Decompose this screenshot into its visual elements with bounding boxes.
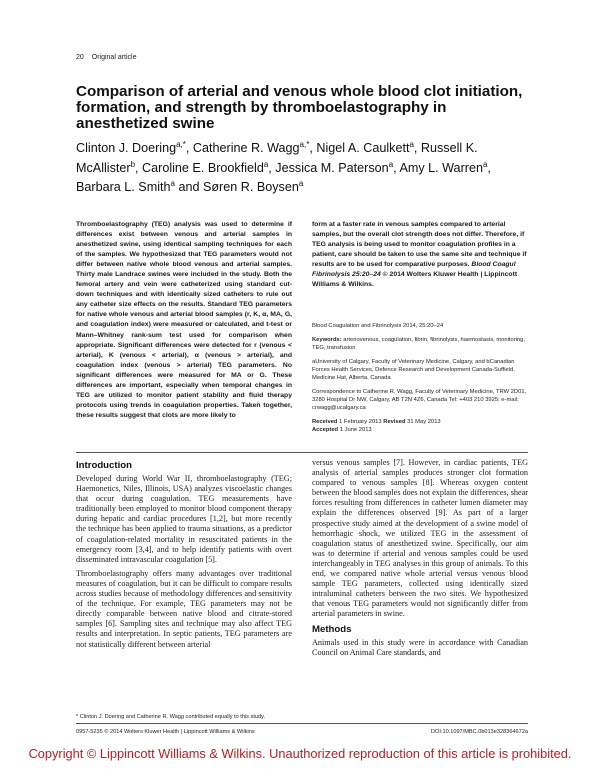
body-left-column — [76, 458, 292, 654]
author-name: Catherine R. Wagg — [192, 141, 300, 156]
author-separator: , — [393, 160, 400, 175]
footer-divider — [76, 723, 528, 724]
author-name: Barbara L. Smith — [76, 180, 171, 195]
body-right-column — [312, 458, 528, 662]
abstract-citation: Blood Coagul Fibrinolysis 25:20–24 — [312, 261, 516, 279]
running-header — [76, 54, 137, 61]
keywords-label: Keywords: — [312, 337, 342, 343]
accepted-label: Accepted — [312, 427, 339, 433]
author-separator: , — [185, 141, 193, 156]
intro-paragraph-3: versus venous samples [7]. However, in cardiac patients, TEG analysis of arterial samples produces stronger clot formation compared to venous samples [8]. Whereas oxygen content between the blood samples does not explain the differences, shear forces resulting from differences in catheter lumen diameter may explain the differences observed [9]. As part of a larger prospective study aimed at the development of a swine model of hemorrhagic shock, we utilized TEG in the assessment of coagulation status of anesthetized swine. Specifically, our aim was to determine if arterial and venous samples could be used interchangeably in TEG analyses in this group of animals. To this end, we compared native whole arterial versus venous blood sample TEG parameters, collected using identically sized intraluminal catheters between the two sites. We hypothesized that venous TEG parameters would not significantly differ from arterial parameters in swine. — [312, 458, 528, 619]
dates — [312, 418, 528, 434]
author-separator: , — [135, 160, 143, 175]
author-separator: , — [268, 160, 276, 175]
author-affiliation-mark: a — [482, 159, 488, 169]
intro-paragraph-1: Developed during World War II, thromboelastography (TEG; Haemonetics, Niles, Illinois, USA) analyzes viscoelastic changes that occur during coagulation. TEG measurements have traditionally been employed to monitor blood component therapy during hepatic and cardiac procedures [1,2], but more recently the technique has been applied to trauma situations, as a predictor of coagulation-related mortality in resuscitated patients in the emergency room [3,4], and to help identify patients with overt disseminated intravascular coagulation [5]. — [76, 474, 292, 564]
page-number: 20 — [76, 54, 84, 61]
author-separator: , — [309, 141, 317, 156]
author-affiliation-mark: a — [409, 140, 414, 149]
author-separator: , — [413, 141, 421, 156]
journal-citation: Blood Coagulation and Fibrinolysis 2014, 25:20–24 — [312, 323, 444, 329]
received-label: Received — [312, 419, 338, 425]
author-name: Nigel A. Caulkett — [316, 141, 410, 156]
author-name: Amy L. Warren — [399, 160, 483, 175]
author-footnote: * Clinton J. Doering and Catherine R. Wagg contributed equally to this study. — [76, 714, 266, 720]
author-affiliation-mark: a — [388, 159, 394, 169]
section-divider — [76, 452, 528, 453]
abstract-right-text: form at a faster rate in venous samples compared to arterial samples, but the overall clot strength does not differ. Therefore, if TEG analysis is being used to monitor coagulation profiles in a patient, care should be taken to use the same site and technique if results are to be used for comparative purposes. — [312, 221, 527, 269]
footer-issn: 0957-5235 © 2014 Wolters Kluwer Health | Lippincott Williams & Wilkins — [76, 729, 255, 735]
author-separator: and — [174, 180, 203, 195]
section-label: Original article — [91, 54, 137, 61]
keywords — [312, 336, 528, 352]
article-title: Comparison of arterial and venous whole blood clot initiation, formation, and strength by thromboelastography in anesthetized swine — [76, 83, 523, 132]
author-name: Caroline E. Brookfield — [142, 160, 264, 175]
author-name: Russell K. McAllister — [76, 141, 478, 175]
author-separator: , — [487, 160, 491, 175]
author-name: Clinton J. Doering — [76, 141, 177, 156]
affiliations: aUniversity of Calgary, Faculty of Veterinary Medicine, Calgary, and bCanadian Forces Health Services, Defence Research and Development Canada-Suffield, Medicine Hat, Alberta, Canada — [312, 359, 515, 381]
introduction-heading: Introduction — [76, 460, 132, 471]
accepted-date: 1 June 2013 — [339, 427, 372, 433]
abstract-copyright: © 2014 Wolters Kluwer Health | Lippincott Williams & Wilkins. — [312, 271, 518, 289]
revised-label: Revised — [383, 419, 406, 425]
author-affiliation-mark: a — [170, 179, 175, 189]
footer-doi: DOI:10.1097/MBC.0b013e328364672a — [430, 729, 528, 735]
author-name: Søren R. Boysen — [202, 180, 299, 195]
copyright-banner: Copyright © Lippincott Williams & Wilkins. Unauthorized reproduction of this article is prohibited. — [28, 746, 572, 761]
keywords-text: arteriovenous, coagulation, fibrin, fibrinolysis, haemostasis, monitoring, TEG, transfusion — [312, 337, 525, 351]
intro-paragraph-2: Thromboelastography offers many advantages over traditional measures of coagulation, but it can be difficult to compare results across studies because of methodology differences and sensitivity of the technique. For example, TEG parameters may not be directly comparable between native blood and citrate-stored samples [6]. Sampling sites and technique may also affect TEG results and interpretation. In septic patients, TEG parameters are not statistically different between arterial — [76, 568, 292, 649]
author-list — [76, 137, 536, 196]
methods-heading: Methods — [312, 623, 352, 635]
abstract-left: Thromboelastography (TEG) analysis was used to determine if differences exist between venous and arterial samples in anesthetized swine, using identical sampling techniques for each of the samples. We hypothesized that TEG parameters would not differ between native whole blood venous and arterial samples. Thirty male Landrace swines were included in the study. Both the femoral artery and vein were catheterized using standard cut-down techniques and with identically sized catheters to rule out any catheter size effects on the results. Standard TEG parameters for native whole venous and arterial blood samples (r, K, α, MA, G, and coagulation index) were measured or calculated, and t-test or Mann–Whitney rank-sum test used for comparison when appropriate. Significant differences were detected for r (venous < arterial), K (venous < arterial), α (venous > arterial), and coagulation index (venous > arterial) TEG parameters. No significant differences were measured for MA or G. These differences are important, especially when temporal changes in TEG are utilized to monitor patient stability and fluid therapy protocols using trends in coagulation properties. Taken together, these results suggest that clots are more likely to — [76, 221, 292, 419]
correspondence: Correspondence to Catherine R. Wagg, Faculty of Veterinary Medicine, TRW 2D01, 3280 Hospital Dr NW, Calgary, AB T2N 4Z6, Canada Tel: +403 210 3925; e-mail: crwagg@ucalgary.ca — [312, 389, 527, 411]
author-affiliation-mark: a — [298, 179, 304, 189]
article-metadata — [312, 322, 528, 440]
received-date: 1 February 2013 — [339, 419, 382, 425]
revised-date: 31 May 2013 — [407, 419, 441, 425]
author-affiliation-mark: b — [130, 159, 136, 169]
methods-paragraph-1: Animals used in this study were in accordance with Canadian Council on Animal Care standards, and — [312, 637, 528, 657]
author-affiliation-mark: a,* — [176, 140, 186, 149]
author-name: Jessica M. Paterson — [275, 160, 389, 175]
author-affiliation-mark: a,* — [299, 140, 310, 149]
author-affiliation-mark: a — [263, 159, 269, 169]
abstract-right — [312, 220, 528, 290]
